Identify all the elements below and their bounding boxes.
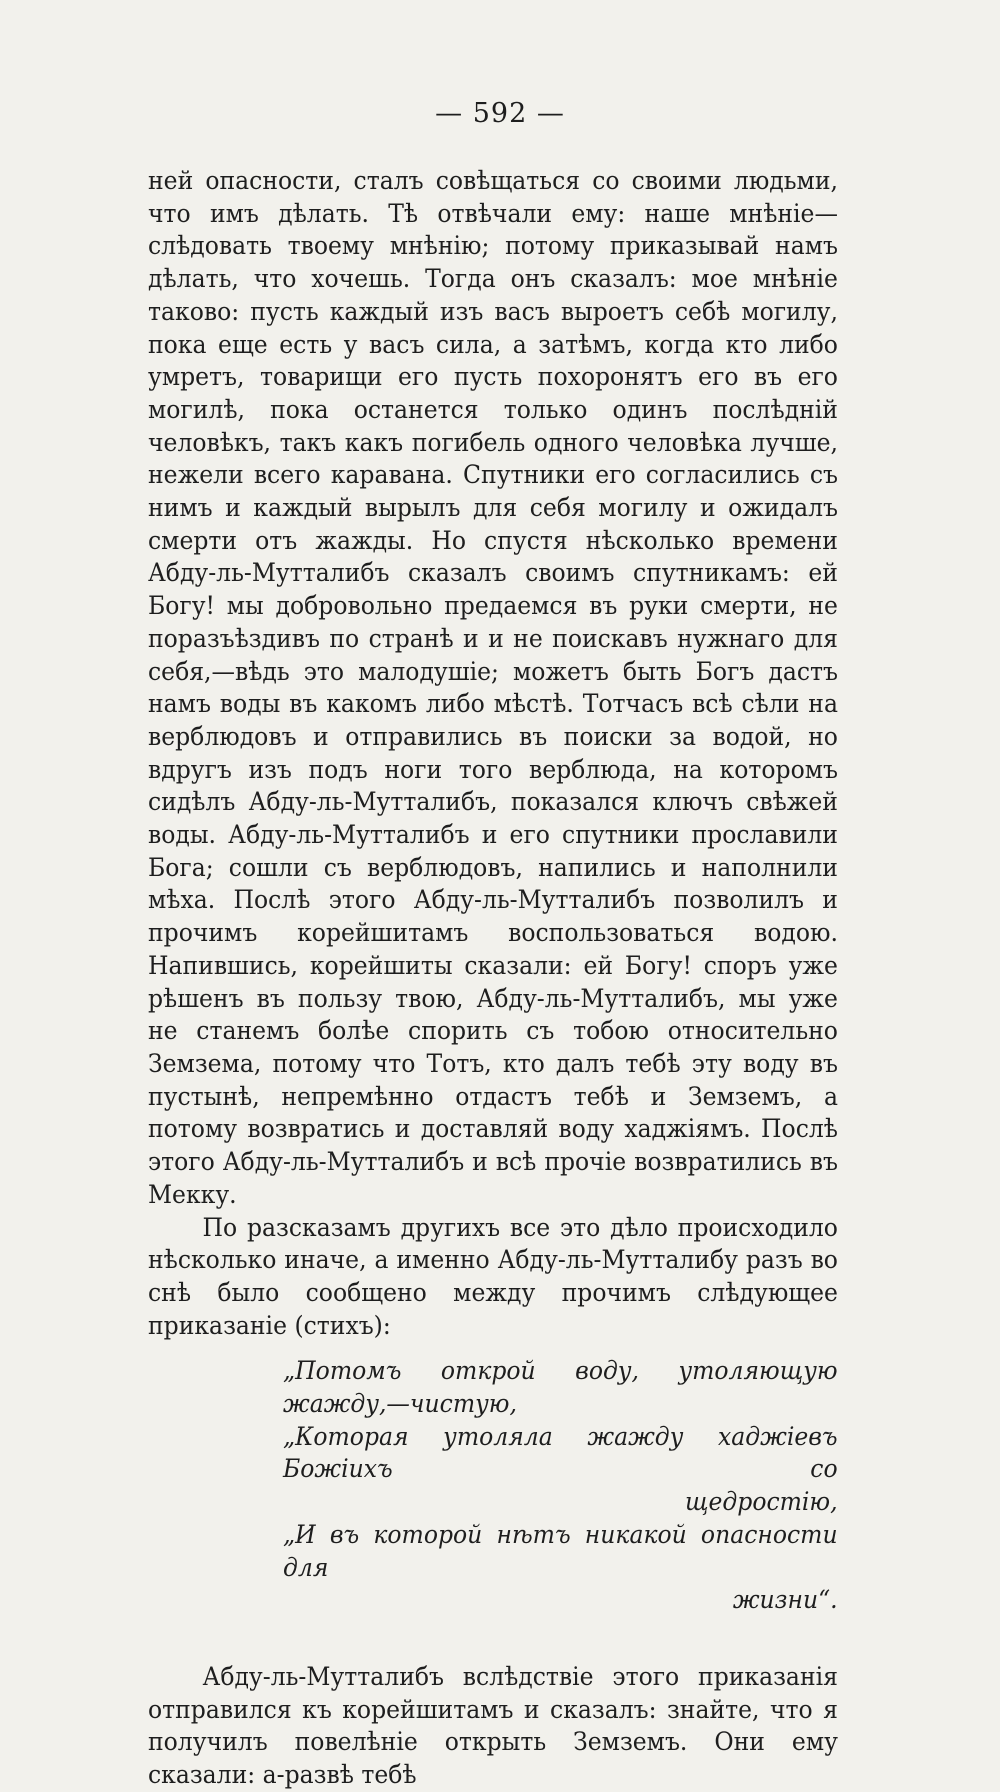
page-text xyxy=(148,165,838,1792)
verse-quote xyxy=(148,1355,838,1617)
verse-line-continuation: жизни“. xyxy=(732,1585,838,1615)
verse-line-continuation: щедростію, xyxy=(684,1487,838,1517)
page-number: — 592 — xyxy=(435,98,565,129)
paragraph-3: Абду-ль-Мутталибъ вслѣдствіе этого приказанія отправился къ корейшитамъ и сказалъ: знайте, что я получилъ повелѣніе открыть Земземъ. Они ему сказали: а-развѣ тебѣ xyxy=(148,1661,838,1790)
verse-line: „И въ которой нѣтъ никакой опасности для xyxy=(283,1519,838,1582)
paragraph-1: ней опасности, сталъ совѣщаться со своими людьми, что имъ дѣлать. Тѣ отвѣчали ему: наше мнѣніе—слѣдовать твоему мнѣнію; потому приказывай намъ дѣлать, что хочешь. Тогда онъ сказалъ: мое мнѣніе таково: пусть каждый изъ васъ выроетъ себѣ могилу, пока еще есть у васъ сила, а затѣмъ, когда кто либо умретъ, товарищи его пусть похоронятъ его въ его могилѣ, пока останется только одинъ послѣдній человѣкъ, такъ какъ погибель одного человѣка лучше, нежели всего каравана. Спутники его согласились съ нимъ и каждый вырылъ для себя могилу и ожидалъ смерти отъ жажды. Но спустя нѣсколько времени Абду-ль-Мутталибъ сказалъ своимъ спутникамъ: ей Богу! мы добровольно предаемся въ руки смерти, не поразъѣздивъ по странѣ и и не поискавъ нужнаго для себя,—вѣдь это малодушіе; можетъ быть Богъ дастъ намъ воды въ какомъ либо мѣстѣ. Тотчасъ всѣ сѣли на верблюдовъ и отправились въ поиски за водой, но вдругъ изъ подъ ноги того верблюда, на которомъ сидѣлъ Абду-ль-Мутталибъ, показался ключъ свѣжей воды. Абду-ль-Мутталибъ и его спутники прославили Бога; сошли съ верблюдовъ, напились и наполнили мѣха. Послѣ этого Абду-ль-Мутталибъ позволилъ и прочимъ корейшитамъ воспользоваться водою. Напившись, корейшиты сказали: ей Богу! споръ уже рѣшенъ въ пользу твою, Абду-ль-Мутталибъ, мы уже не станемъ болѣе спорить съ тобою относительно Земзема, потому что Тотъ, кто далъ тебѣ эту воду въ пустынѣ, непремѣнно отдастъ тебѣ и Земземъ, а потому возвратись и доставляй воду хаджіямъ. Послѣ этого Абду-ль-Мутталибъ и всѣ прочіе возвратились въ Мекку. xyxy=(148,166,838,1209)
prose-block xyxy=(148,165,838,1342)
verse-line: „Которая утоляла жажду хаджіевъ Божіихъ со xyxy=(283,1421,838,1484)
paragraph-2: По разсказамъ другихъ все это дѣло происходило нѣсколько иначе, а именно Абду-ль-Мутталибу разъ во снѣ было сообщено между прочимъ слѣдующее приказаніе (стихъ): xyxy=(148,1212,838,1340)
verse-line: „Потомъ открой воду, утоляющую жажду,—чистую, xyxy=(283,1356,838,1419)
prose-block xyxy=(148,1661,838,1792)
